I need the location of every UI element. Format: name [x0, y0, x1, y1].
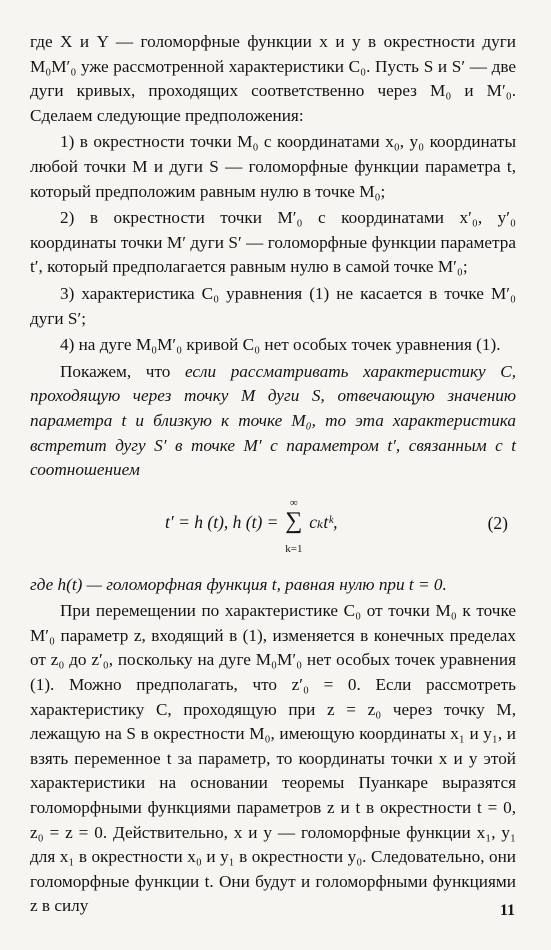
page-number: 11: [499, 902, 515, 919]
page-text: [30, 30, 516, 919]
formula-2: [30, 489, 516, 563]
paragraph-proof: При перемещении по характеристике C₀ от точки M₀ к точке M′₀ параметр z, входящий в (1), изменяется в конечных пределах от z₀ до z′₀, поскольку на дуге M₀M′₀ нет особых точек уравнения (1). Можно предполагать, что z′₀ = 0. Если рассмотреть характеристику C, проходящую при z = z₀ через точку M, лежащую на S в окрестности M₀, имеющую координаты x₁ и y₁, и взять переменное t за параметр, то координаты точки x и y этой характеристики на основании теоремы Пуанкаре выразятся голоморфными функциями параметров z и t в окрестности t = 0, z₀ = z = 0. Действительно, x и y — голоморфные функции x₁, y₁ для x₁ в окрестности x₀ и y₁ в окрестности y₀. Следовательно, они голоморфные функции t. Они будут и голоморфными функциями z в силу: [30, 601, 516, 916]
paragraph-1: где X и Y — голоморфные функции x и y в окрестности дуги M₀M′₀ уже рассмотренной характеристики C₀. Пусть S и S′ — две дуги кривых, проходящих соответственно через M₀ и M′₀. Сделаем следующие предположения:: [30, 32, 516, 125]
theorem-lead: Покажем, что: [60, 361, 185, 381]
formula-left: t′ = h (t), h (t) =: [165, 511, 283, 532]
theorem-italic: если рассматривать характеристику C, проходящую через точку M дуги S, отвечающую значению параметра t и близкую к точке M₀, то эта характеристика встретит дугу S′ в точке M′ с параметром t′, связанным с t соотношением: [30, 361, 517, 480]
formula-term: cₖtᵏ,: [304, 511, 338, 532]
sum-lower-limit: k=1: [285, 542, 303, 555]
sum-upper-limit: ∞: [289, 496, 298, 509]
h-definition: где h(t) — голоморфная функция t, равная нулю при t = 0.: [30, 574, 447, 594]
assumption-2: 2) в окрестности точки M′₀ с координатами x′₀, y′₀ координаты точки M′ дуги S′ — голоморфные функции параметра t′, который предполагается равным нулю в самой точке M′₀;: [30, 208, 516, 277]
equation-number: (2): [487, 512, 508, 533]
sum-operator: [283, 496, 305, 555]
formula-expression: [165, 496, 338, 555]
assumption-1: 1) в окрестности точки M₀ с координатами x₀, y₀ координаты любой точки M и дуги S — голоморфные функции параметра t, который предположим равным нулю в точке M₀;: [30, 132, 516, 201]
theorem-statement: [30, 360, 516, 483]
assumption-4: 4) на дуге M₀M′₀ кривой C₀ нет особых точек уравнения (1).: [60, 335, 501, 355]
assumption-3: 3) характеристика C₀ уравнения (1) не касается в точке M′₀ дуги S′;: [30, 283, 516, 328]
sum-symbol: ∑: [285, 507, 303, 534]
